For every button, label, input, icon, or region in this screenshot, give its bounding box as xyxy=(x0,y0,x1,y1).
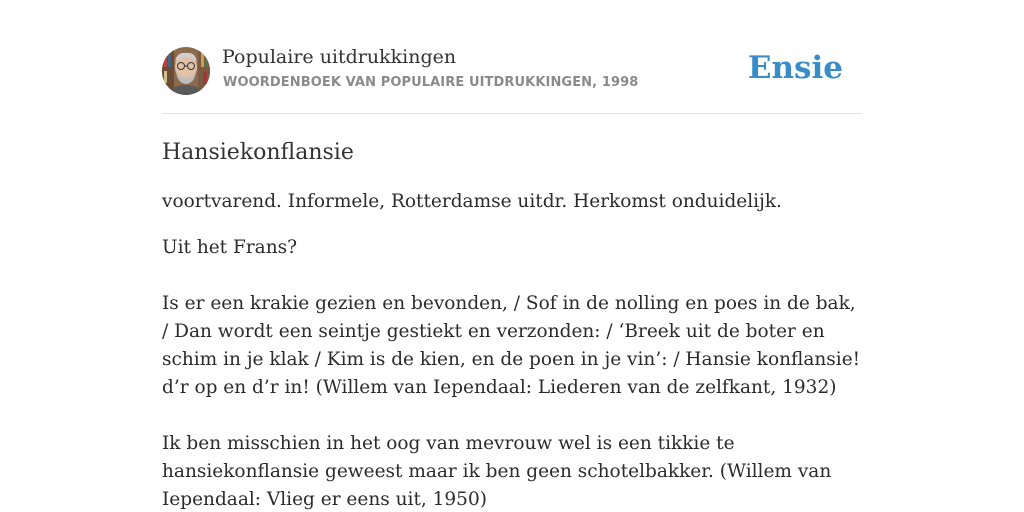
source-title[interactable]: Populaire uitdrukkingen xyxy=(222,46,457,68)
source-header xyxy=(162,46,862,96)
entry-content xyxy=(162,137,862,512)
ensie-logo[interactable]: Ensie xyxy=(747,50,843,86)
entry-paragraph: Is er een krakie gezien en bevonden, / Sof in de nolling en poes in de bak, / Dan wordt een seintje gestiekt en verzonden: / ‘Breek uit de boter en schim in je klak / Kim is de kien, en de poen in je vin’: / Hansie konflansie! d’r op en d’r in! (Willem van Iependaal: Liederen van de zelfkant, 1932) xyxy=(162,293,861,398)
entry-paragraph: Ik ben misschien in het oog van mevrouw wel is een tikkie te hansiekonflansie geweest maar ik ben geen schotelbakker. (Willem van Iependaal: Vlieg er eens uit, 1950) xyxy=(162,433,832,510)
header-divider xyxy=(162,113,862,114)
entry-definition: voortvarend. Informele, Rotterdamse uitdr. Herkomst onduidelijk. xyxy=(162,191,782,212)
author-avatar[interactable] xyxy=(162,47,210,95)
source-subtitle: WOORDENBOEK VAN POPULAIRE UITDRUKKINGEN, 1998 xyxy=(223,75,639,90)
author-portrait-icon xyxy=(162,47,210,95)
entry-term: Hansiekonflansie xyxy=(162,140,354,165)
entry-paragraph: Uit het Frans? xyxy=(162,237,298,258)
